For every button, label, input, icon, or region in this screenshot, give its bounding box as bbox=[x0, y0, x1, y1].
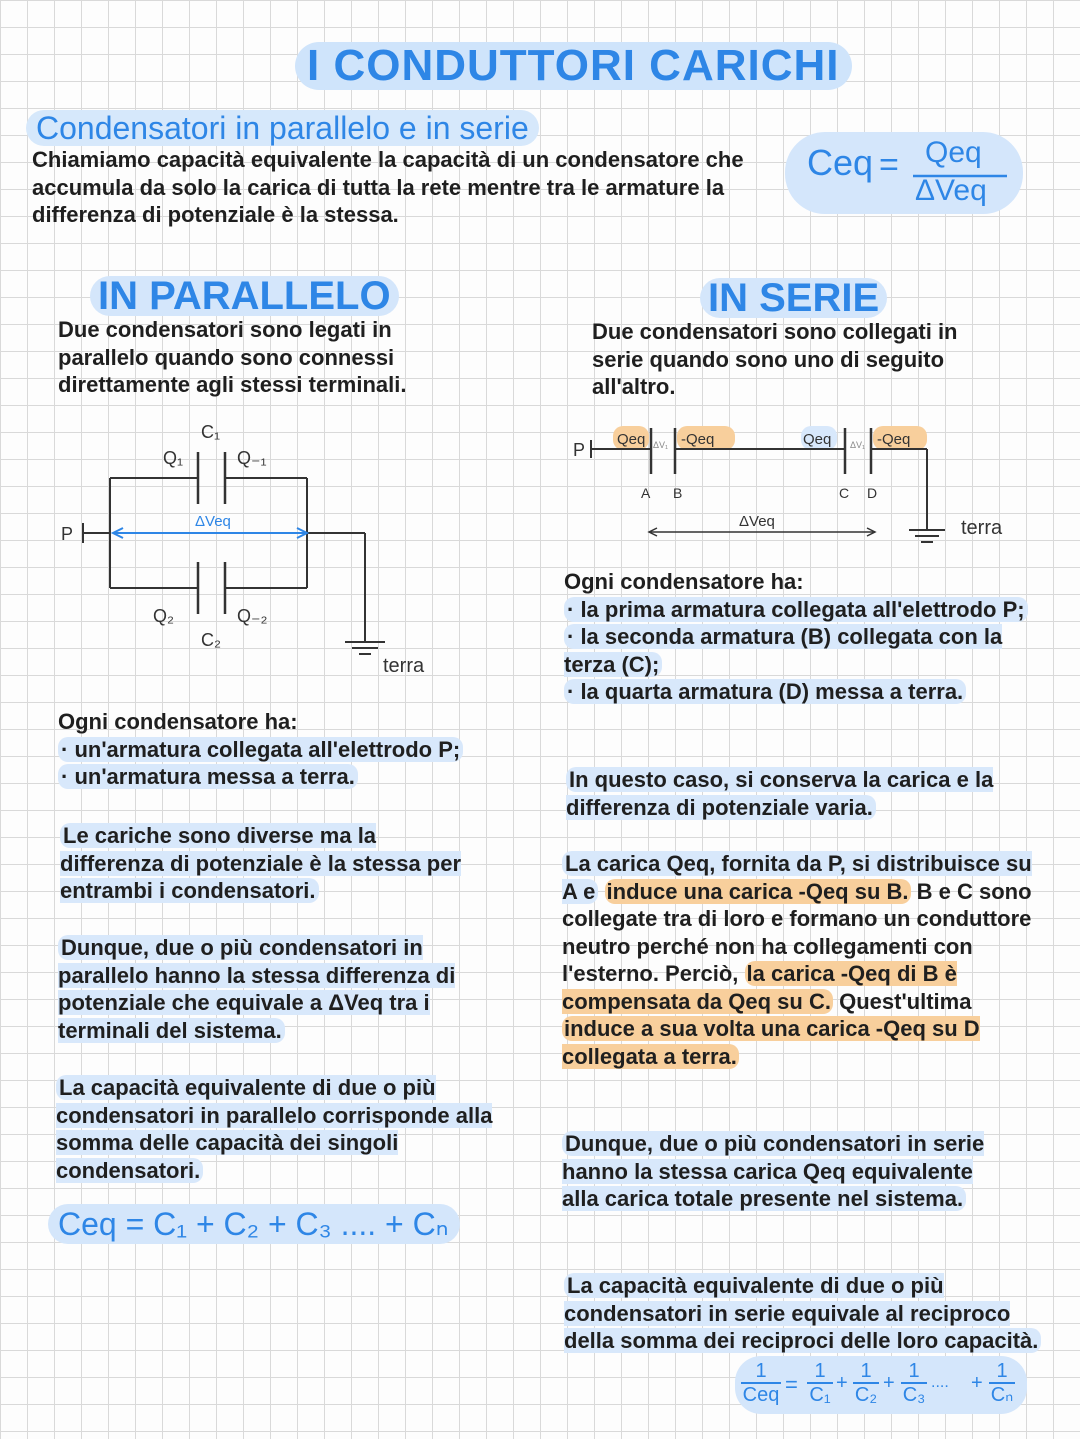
eq-sign: = bbox=[785, 1372, 798, 1397]
series-therefore-text: Dunque, due o più condensatori in serie hanno la stessa carica Qeq equivalente alla carica totale presente nel sistema. bbox=[562, 1131, 985, 1211]
series-bullet-3-text: · la quarta armatura (D) messa a terra. bbox=[564, 679, 966, 704]
series-charge-highlight-2: la carica -Qeq di B è compensata da Qeq su C. bbox=[562, 961, 957, 1014]
frac-num: 1 bbox=[853, 1360, 879, 1384]
series-circuit-diagram bbox=[565, 410, 1015, 560]
series-bullet-2 bbox=[564, 623, 1034, 678]
frac-num: 1 bbox=[901, 1360, 927, 1384]
parallel-heading: IN PARALLELO bbox=[90, 276, 399, 316]
formula-lhs: Ceq bbox=[807, 142, 874, 183]
parallel-therefore-paragraph bbox=[58, 934, 488, 1044]
plate-d-label: D bbox=[867, 485, 878, 501]
series-conserve-paragraph bbox=[566, 766, 1026, 821]
small-dv-2: ΔV₁ bbox=[850, 440, 866, 450]
dots: .... bbox=[931, 1374, 949, 1391]
series-each-has bbox=[564, 568, 1034, 706]
frac-num: 1 bbox=[989, 1360, 1015, 1384]
frac-num: 1 bbox=[741, 1360, 781, 1384]
page-title: I CONDUTTORI CARICHI bbox=[295, 42, 852, 90]
series-charge-part-3: Quest'ultima bbox=[839, 988, 972, 1014]
frac-den: C₁ bbox=[809, 1384, 831, 1406]
series-capacity-text: La capacità equivalente di due o più condensatori in serie equivale al reciproco della somma dei reciproci delle loro capacità. bbox=[564, 1273, 1041, 1353]
mqeq-b-label: -Qeq bbox=[681, 431, 715, 448]
qeq-a-label: Qeq bbox=[617, 431, 646, 448]
plus-1: + bbox=[836, 1372, 848, 1394]
q1-label: Q₁ bbox=[163, 448, 184, 468]
frac-den: Cₙ bbox=[990, 1384, 1014, 1406]
q1neg-label: Q₋₁ bbox=[237, 448, 267, 468]
series-charge-part-1: La carica Qeq, fornita da P, si distribuisce su A e bbox=[562, 851, 1032, 904]
qeq-c-label: Qeq bbox=[803, 431, 832, 448]
p-terminal-label: P bbox=[61, 524, 74, 544]
frac-1-over-ceq bbox=[741, 1360, 781, 1406]
frac-1-over-c1 bbox=[807, 1360, 833, 1406]
series-capacity-paragraph bbox=[564, 1272, 1054, 1355]
plus-2: + bbox=[883, 1372, 895, 1394]
q2-label: Q₂ bbox=[153, 606, 174, 626]
c1-label: C₁ bbox=[201, 422, 221, 442]
c2-label: C₂ bbox=[201, 630, 221, 650]
series-therefore-paragraph bbox=[562, 1130, 992, 1213]
series-charge-paragraph bbox=[562, 850, 1032, 1070]
parallel-each-has bbox=[58, 708, 518, 791]
q2neg-label: Q₋₂ bbox=[237, 606, 268, 626]
parallel-bullet-2-text: · un'armatura messa a terra. bbox=[58, 764, 358, 789]
parallel-bullet-2 bbox=[58, 763, 518, 791]
series-bullet-1-text: · la prima armatura collegata all'elettrodo P; bbox=[564, 597, 1028, 622]
series-bullet-3 bbox=[564, 678, 1034, 706]
intro-paragraph: Chiamiamo capacità equivalente la capacità di un condensatore che accumula da solo la carica di tutta la rete mentre tra le armature la differenza di potenziale è la stessa. bbox=[32, 147, 744, 227]
series-charge-highlight-1: induce una carica -Qeq su B. bbox=[606, 878, 909, 904]
parallel-capacity-text: La capacità equivalente di due o più condensatori in parallelo corrisponde alla somma delle capacità dei singoli condensatori. bbox=[56, 1075, 493, 1183]
frac-den: C₃ bbox=[902, 1384, 926, 1406]
dv-label: ΔVeq bbox=[195, 513, 231, 530]
series-ceq-formula bbox=[735, 1356, 1027, 1414]
parallel-ceq-formula: Ceq = C₁ + C₂ + C₃ .... + Cₙ bbox=[48, 1204, 460, 1244]
ground-label: terra bbox=[383, 655, 425, 677]
frac-1-over-c3 bbox=[901, 1360, 927, 1406]
series-definition: Due condensatori sono collegati in serie quando sono uno di seguito all'altro. bbox=[592, 319, 958, 399]
series-each-has-heading: Ogni condensatore ha: bbox=[564, 569, 804, 594]
small-dv-1: ΔV₁ bbox=[653, 440, 669, 450]
plate-c-label: C bbox=[839, 485, 850, 501]
series-conserve-text: In questo caso, si conserva la carica e la differenza di potenziale varia. bbox=[566, 767, 994, 820]
plate-a-label: A bbox=[641, 485, 651, 501]
frac-den: Ceq bbox=[742, 1384, 780, 1406]
parallel-charges-text: Le cariche sono diverse ma la differenza di potenziale è la stessa per entrambi i condensatori. bbox=[60, 823, 462, 903]
frac-1-over-c2 bbox=[853, 1360, 879, 1406]
series-heading: IN SERIE bbox=[700, 278, 887, 318]
parallel-definition: Due condensatori sono legati in parallelo quando sono connessi direttamente agli stessi terminali. bbox=[58, 317, 407, 397]
fraction-bar bbox=[785, 132, 1023, 214]
ceq-definition-formula bbox=[785, 132, 1023, 214]
parallel-bullet-1-text: · un'armatura collegata all'elettrodo P; bbox=[58, 737, 463, 762]
frac-num: 1 bbox=[807, 1360, 833, 1384]
formula-equals: = bbox=[879, 146, 899, 184]
parallel-bullet-1 bbox=[58, 736, 518, 764]
parallel-circuit-diagram bbox=[55, 410, 455, 685]
formula-numerator: Qeq bbox=[925, 136, 982, 169]
series-charge-highlight-3: induce a sua volta una carica -Qeq su D collegata a terra. bbox=[562, 1016, 980, 1069]
series-dv-label: ΔVeq bbox=[739, 513, 775, 530]
series-charge-part-2: B e C sono collegate tra di loro e formano un conduttore neutro perché non ha collegamenti con l'esterno. Perciò, bbox=[562, 878, 1032, 986]
series-bullet-1 bbox=[564, 596, 1034, 624]
plus-3: + bbox=[971, 1372, 983, 1394]
plate-b-label: B bbox=[673, 485, 683, 501]
each-has-heading: Ogni condensatore ha: bbox=[58, 709, 298, 734]
mqeq-d-label: -Qeq bbox=[877, 431, 911, 448]
frac-den: C₂ bbox=[854, 1384, 878, 1406]
series-ground-label: terra bbox=[961, 517, 1003, 539]
series-bullet-2-text: · la seconda armatura (B) collegata con la terza (C); bbox=[564, 624, 1003, 677]
parallel-therefore-text: Dunque, due o più condensatori in parallelo hanno la stessa differenza di potenziale che equivale a ΔVeq tra i terminali del sistema. bbox=[58, 935, 456, 1043]
formula-denominator: ΔVeq bbox=[915, 174, 987, 207]
parallel-capacity-paragraph bbox=[56, 1074, 496, 1184]
frac-1-over-cn bbox=[989, 1360, 1015, 1406]
section-subtitle: Condensatori in parallelo e in serie bbox=[26, 110, 539, 146]
series-p-label: P bbox=[573, 440, 586, 460]
parallel-charges-paragraph bbox=[60, 822, 480, 905]
